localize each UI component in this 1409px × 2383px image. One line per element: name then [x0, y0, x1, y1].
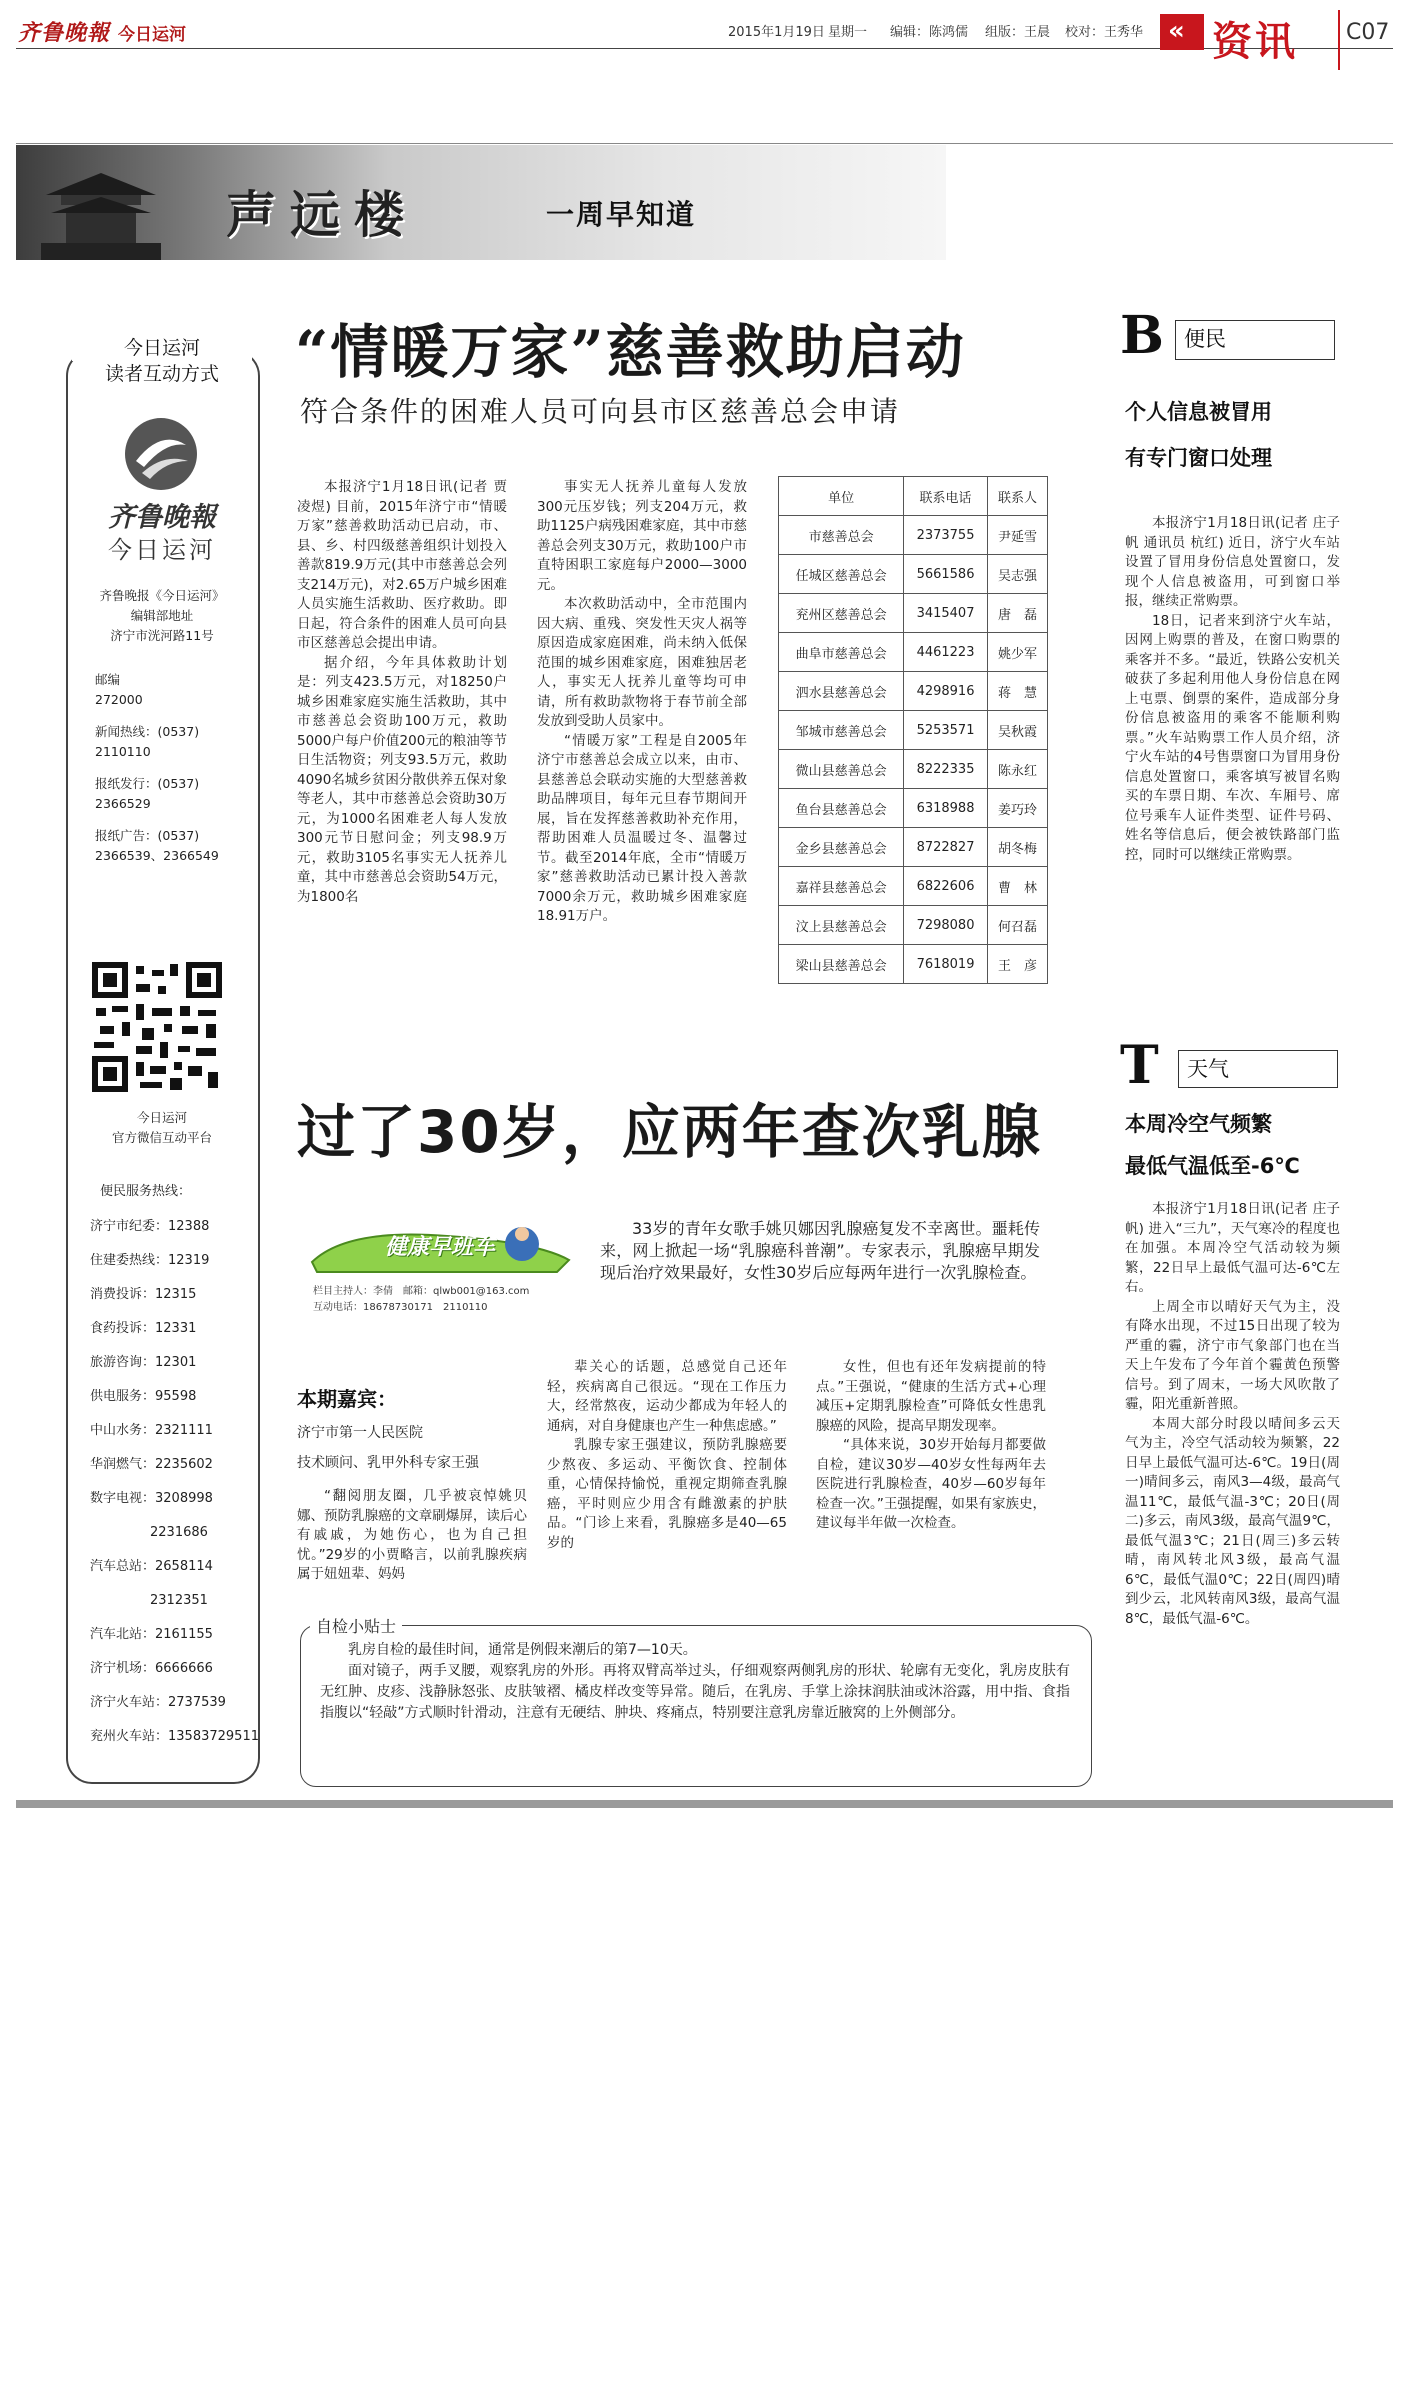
- issue-weekday: 星期一: [828, 25, 868, 40]
- column-ad-banner: [307, 1222, 577, 1316]
- address-line: 编辑部地址: [130, 608, 194, 623]
- table-row: [779, 906, 1048, 945]
- story2-headline: 过了30岁，应两年查次乳腺: [297, 1098, 1042, 1166]
- column-header: 联系电话: [904, 477, 988, 516]
- story2-column-3: [816, 1358, 1046, 1534]
- t-headline-line1: 本周冷空气频繁: [1125, 1112, 1272, 1136]
- column-banner: [16, 145, 946, 260]
- table-cell: 金乡县慈善总会: [779, 828, 904, 867]
- table-cell: 微山县慈善总会: [779, 750, 904, 789]
- advertising-label: 报纸广告：(0537): [95, 828, 200, 843]
- channel-arrow-icon: [1160, 14, 1204, 50]
- hotline-item: 济宁火车站：2737539: [90, 1695, 226, 1710]
- header-divider: [1338, 10, 1340, 70]
- sidebar-logo-section: 今日运河: [108, 536, 216, 564]
- table-row: [779, 789, 1048, 828]
- table-cell: 6822606: [904, 867, 988, 906]
- b-article-body: [1125, 514, 1340, 865]
- story2-paragraph: 女性，但也有还年发病提前的特点。”王强说，“健康的生活方式+心理减压+定期乳腺检查”可降低女性患乳腺癌的风险，提高早期发现率。: [816, 1359, 1046, 1434]
- table-row: [779, 867, 1048, 906]
- table-cell: 梁山县慈善总会: [779, 945, 904, 984]
- table-cell: 6318988: [904, 789, 988, 828]
- footer-rule: [16, 1800, 1393, 1808]
- hotline-item: 汽车北站：2161155: [90, 1627, 213, 1642]
- table-cell: 胡冬梅: [987, 828, 1047, 867]
- address-line: 齐鲁晚报《今日运河》: [99, 588, 225, 603]
- banner-subtitle: 一周早知道: [546, 198, 697, 231]
- tips-label: 自检小贴士: [310, 1614, 402, 1637]
- tips-paragraph: 乳房自检的最佳时间，通常是例假来潮后的第7—10天。: [348, 1642, 697, 1658]
- guest-role: 技术顾问、乳甲外科专家王强: [297, 1455, 479, 1471]
- story2-paragraph: “翻阅朋友圈，几乎被哀悼姚贝娜、预防乳腺癌的文章刷爆屏，读后心有戚戚，为她伤心，也为自己担忧。”29岁的小贾略言，以前乳腺疾病属于妞妞辈、妈妈: [297, 1488, 527, 1582]
- hotline-item: 济宁机场：6666666: [90, 1661, 213, 1676]
- banner-title: 声远楼: [226, 185, 418, 244]
- story1-paragraph: 事实无人抚养儿童每人发放300元压岁钱；列支204万元，救助1125户病残困难家庭，其中市慈善总会列支30万元，救助100户市直特困职工家庭每户2000—3000元。: [537, 479, 747, 593]
- table-row: [779, 594, 1048, 633]
- section-label-convenience: 便民: [1175, 320, 1335, 360]
- hotline-item: 2231686: [150, 1525, 208, 1540]
- table-cell: 曹 林: [987, 867, 1047, 906]
- column-header: 联系人: [987, 477, 1047, 516]
- hotline-item: 食药投诉：12331: [90, 1321, 197, 1336]
- table-cell: 7618019: [904, 945, 988, 984]
- t-paragraph: 本报济宁1月18日讯(记者 庄子帆) 进入“三九”，天气寒冷的程度也在加强。本周冷空气活动较为频繁，22日早上最低气温可达-6℃左右。: [1125, 1201, 1340, 1295]
- sidebar-address: [72, 586, 252, 646]
- sidebar-heading-line2: 读者互动方式: [104, 363, 219, 385]
- table-cell: 4461223: [904, 633, 988, 672]
- hotline-item: 消费投诉：12315: [90, 1287, 197, 1302]
- hotline-item: 汽车总站：2658114: [90, 1559, 213, 1574]
- story2-paragraph: “具体来说，30岁开始每月都要做自检，建议30岁—40岁女性每两年去医院进行乳腺检查，40岁—60岁每年检查一次。”王强提醒，如果有家族史，建议每半年做一次检查。: [816, 1437, 1046, 1531]
- table-cell: 吴志强: [987, 555, 1047, 594]
- sidebar-heading-line1: 今日运河: [72, 335, 252, 361]
- table-cell: 蒋 慧: [987, 672, 1047, 711]
- table-cell: 邹城市慈善总会: [779, 711, 904, 750]
- table-cell: 何召磊: [987, 906, 1047, 945]
- hotlines-title: 便民服务热线：: [100, 1184, 192, 1199]
- table-cell: 唐 磊: [987, 594, 1047, 633]
- guest-title: 本期嘉宾：: [297, 1387, 397, 1411]
- hotline-list: [90, 1210, 259, 1754]
- table-cell: 泗水县慈善总会: [779, 672, 904, 711]
- section-name: 今日运河: [118, 25, 186, 45]
- t-headline-line2: 最低气温低至-6℃: [1125, 1154, 1300, 1178]
- table-cell: 7298080: [904, 906, 988, 945]
- sidebar-heading: [72, 335, 252, 387]
- table-row: [779, 672, 1048, 711]
- news-hotline-value: 2110110: [95, 744, 151, 759]
- hotline-item: 旅游咨询：12301: [90, 1355, 197, 1370]
- story1-paragraph: 本报济宁1月18日讯(记者 贾凌煜) 目前，2015年济宁市“情暖万家”慈善救助活动已启动，市、县、乡、村四级慈善组织计划投入善款819.9万元(其中市慈善总会列支214万元)，对2.65万户城乡困难人员实施生活救助、医疗救助。即日起，符合条件的困难人员可向县市区慈善总会提出申请。: [297, 479, 507, 651]
- postcode-label: 邮编: [95, 672, 121, 687]
- table-cell: 陈永红: [987, 750, 1047, 789]
- hotline-item: 中山水务：2321111: [90, 1423, 213, 1438]
- table-row: [779, 750, 1048, 789]
- hotline-item: 2312351: [150, 1593, 208, 1608]
- section-letter-b: B: [1120, 305, 1164, 366]
- table-cell: 市慈善总会: [779, 516, 904, 555]
- story1-paragraph: 本次救助活动中，全市范围内因大病、重残、突发性天灾人祸等原因造成家庭困难，尚未纳入低保范围的城乡困难家庭，困难独居老人，事实无人抚养儿童等均可申请，所有救助款物将于春节前全部发放到受助人员家中。: [537, 596, 747, 729]
- story1-column-1: [297, 478, 507, 907]
- story1-subhead: 符合条件的困难人员可向县市区慈善总会申请: [300, 395, 901, 428]
- address-line: 济宁市洸河路11号: [110, 628, 214, 643]
- table-cell: 3415407: [904, 594, 988, 633]
- table-row: [779, 945, 1048, 984]
- story2-column-2: [547, 1358, 787, 1553]
- hotline-item: 华润燃气：2235602: [90, 1457, 213, 1472]
- ad-title: 健康早班车: [385, 1235, 496, 1260]
- table-cell: 8222335: [904, 750, 988, 789]
- table-cell: 2373755: [904, 516, 988, 555]
- hotline-item: 供电服务：95598: [90, 1389, 197, 1404]
- table-row: [779, 633, 1048, 672]
- table-cell: 4298916: [904, 672, 988, 711]
- story2-column-1: [297, 1487, 527, 1585]
- table-cell: 嘉祥县慈善总会: [779, 867, 904, 906]
- table-cell: 5253571: [904, 711, 988, 750]
- pagoda-icon: [36, 165, 166, 260]
- wechat-line: 官方微信互动平台: [111, 1130, 212, 1145]
- table-row: [779, 516, 1048, 555]
- table-cell: 鱼台县慈善总会: [779, 789, 904, 828]
- newspaper-logo: 齐鲁晚報: [18, 20, 111, 46]
- proof-credit: 校对：王秀华: [1065, 25, 1144, 40]
- layout-credit: 组版：王晨: [985, 25, 1051, 40]
- wechat-caption: [72, 1108, 252, 1148]
- section-letter-t: T: [1120, 1035, 1159, 1096]
- story1-headline: “情暖万家”慈善救助启动: [295, 318, 966, 386]
- tips-paragraph: 面对镜子，两手叉腰，观察乳房的外形。再将双臂高举过头，仔细观察两侧乳房的形状、轮廓有无变化，乳房皮肤有无红肿、皮疹、浅静脉怒张、皮肤皱褶、橘皮样改变等异常。随后，在乳房、手掌上涂抹润肤油或沐浴露，用中指、食指指腹以“轻敲”方式顺时针滑动，注意有无硬结、肿块、疼痛点，特别要注意乳房靠近腋窝的上外侧部分。: [320, 1663, 1070, 1721]
- ad-host: 栏目主持人：李倩 邮箱：qlwb001@163.com: [313, 1286, 530, 1297]
- b-headline-line2: 有专门窗口处理: [1125, 446, 1272, 470]
- issue-date: 2015年1月19日: [728, 25, 825, 40]
- news-hotline-label: 新闻热线：(0537): [95, 724, 200, 739]
- ad-phone: 互动电话：18678730171 2110110: [313, 1302, 488, 1313]
- table-cell: 任城区慈善总会: [779, 555, 904, 594]
- section-label-weather: 天气: [1178, 1050, 1338, 1088]
- table-cell: 5661586: [904, 555, 988, 594]
- distribution-label: 报纸发行：(0537): [95, 776, 200, 791]
- hotline-item: 数字电视：3208998: [90, 1491, 213, 1506]
- sidebar-logo-name: 齐鲁晚報: [108, 502, 216, 533]
- column-header: 单位: [779, 477, 904, 516]
- story2-lead: 33岁的青年女歌手姚贝娜因乳腺癌复发不幸离世。噩耗传来，网上掀起一场“乳腺癌科普潮”。专家表示，乳腺癌早期发现后治疗效果最好，女性30岁后应每两年进行一次乳腺检查。: [600, 1219, 1040, 1282]
- sidebar-contacts: [95, 670, 255, 866]
- table-cell: 王 彦: [987, 945, 1047, 984]
- distribution-value: 2366529: [95, 796, 151, 811]
- newspaper-emblem-icon: [122, 415, 200, 493]
- table-cell: 兖州区慈善总会: [779, 594, 904, 633]
- channel-title: 资讯: [1212, 19, 1298, 65]
- table-header-row: [779, 477, 1048, 516]
- t-paragraph: 本周大部分时段以晴间多云天气为主，冷空气活动较为频繁，22日早上最低气温可达-6℃。19日(周一)晴间多云，南风3—4级，最高气温11℃，最低气温-3℃；20日(周二)多云，南风3级，最高气温9℃，最低气温3℃；21日(周三)多云转晴，南风转北风3级，最高气温6℃，最低气温0℃；22日(周四)晴到少云，北风转南风3级，最高气温8℃，最低气温-6℃。: [1125, 1415, 1340, 1627]
- story2-paragraph: 乳腺专家王强建议，预防乳腺癌要少熬夜、多运动、平衡饮食、控制体重，心情保持愉悦，重视定期筛查乳腺癌，平时则应少用含有雌激素的护肤品。“门诊上来看，乳腺癌多是40—65岁的: [547, 1437, 787, 1551]
- arrow-glyph: «: [1168, 16, 1185, 46]
- table-cell: 8722827: [904, 828, 988, 867]
- table-cell: 姚少军: [987, 633, 1047, 672]
- hotline-item: 住建委热线：12319: [90, 1253, 210, 1268]
- table-cell: 姜巧玲: [987, 789, 1047, 828]
- story1-column-2: [537, 478, 747, 927]
- tips-body: [320, 1640, 1070, 1724]
- hotline-item: 济宁市纪委：12388: [90, 1219, 210, 1234]
- table-cell: 尹延雪: [987, 516, 1047, 555]
- table-cell: 汶上县慈善总会: [779, 906, 904, 945]
- charity-contacts-table: [778, 476, 1048, 984]
- table-cell: 吴秋霞: [987, 711, 1047, 750]
- b-headline-line1: 个人信息被冒用: [1125, 400, 1272, 424]
- guest-org: 济宁市第一人民医院: [297, 1425, 423, 1441]
- b-paragraph: 本报济宁1月18日讯(记者 庄子帆 通讯员 杭红) 近日，济宁火车站设置了冒用身份信息处置窗口，发现个人信息被盗用，可到窗口举报，继续正常购票。: [1125, 515, 1340, 609]
- story1-paragraph: “情暖万家”工程是自2005年济宁市慈善总会成立以来，由市、县慈善总会联动实施的大型慈善救助品牌项目，每年元旦春节期间开展，旨在发挥慈善救助补充作用，帮助困难人员温暖过冬、温馨过节。截至2014年底，全市“情暖万家”慈善救助活动已累计投入善款7000余万元，救助城乡困难家庭18.91万户。: [537, 732, 747, 924]
- wechat-line: 今日运河: [136, 1110, 187, 1125]
- editor-credit: 编辑：陈鸿儒: [890, 25, 969, 40]
- advertising-value: 2366539、2366549: [95, 848, 219, 863]
- t-article-body: [1125, 1200, 1340, 1629]
- table-row: [779, 828, 1048, 867]
- table-cell: 曲阜市慈善总会: [779, 633, 904, 672]
- b-paragraph: 18日，记者来到济宁火车站，因网上购票的普及，在窗口购票的乘客并不多。“最近，铁路公安机关破获了多起利用他人身份信息在网上屯票、倒票的案件，造成部分身份信息被盗用的乘客不能顺利购票。”火车站购票工作人员介绍，济宁火车站的4号售票窗口为冒用身份信息处置窗口，乘客填写被冒名购买的车票日期、车次、车厢号、席位号乘车人证件类型、证件号码、姓名等信息后，便会被铁路部门监控，同时可以继续正常购票。: [1125, 612, 1340, 863]
- t-paragraph: 上周全市以晴好天气为主，没有降水出现，不过15日出现了较为严重的霾，济宁市气象部门也在当天上午发布了今年首个霾黄色预警信号。到了周末，一场大风吹散了霾，阳光重新普照。: [1125, 1298, 1340, 1412]
- table-row: [779, 555, 1048, 594]
- story2-paragraph: 辈关心的话题，总感觉自己还年轻，疾病离自己很远。“现在工作压力大，经常熬夜，运动少都成为年轻人的通病，对自身健康也产生一种焦虑感。”: [547, 1359, 787, 1434]
- banner-rule: [16, 143, 1393, 144]
- table-row: [779, 711, 1048, 750]
- page-number: C07: [1346, 20, 1390, 45]
- postcode-value: 272000: [95, 692, 143, 707]
- story1-paragraph: 据介绍，今年具体救助计划是：列支423.5万元，对18250户城乡困难家庭实施生活救助，其中市慈善总会资助100万元，救助5000户每户价值200元的粮油等节日生活物资；列支93.5万元，救助4090名城乡贫困分散供养五保对象等老人，其中市慈善总会资助30万元，为1000名困难老人每人发放300元节日慰问金；列支98.9万元，救助3105名事实无人抚养儿童，其中市慈善总会资助54万元，为1800名: [297, 654, 507, 905]
- hotline-item: 兖州火车站：13583729511: [90, 1729, 259, 1744]
- qr-code-icon: [92, 962, 222, 1092]
